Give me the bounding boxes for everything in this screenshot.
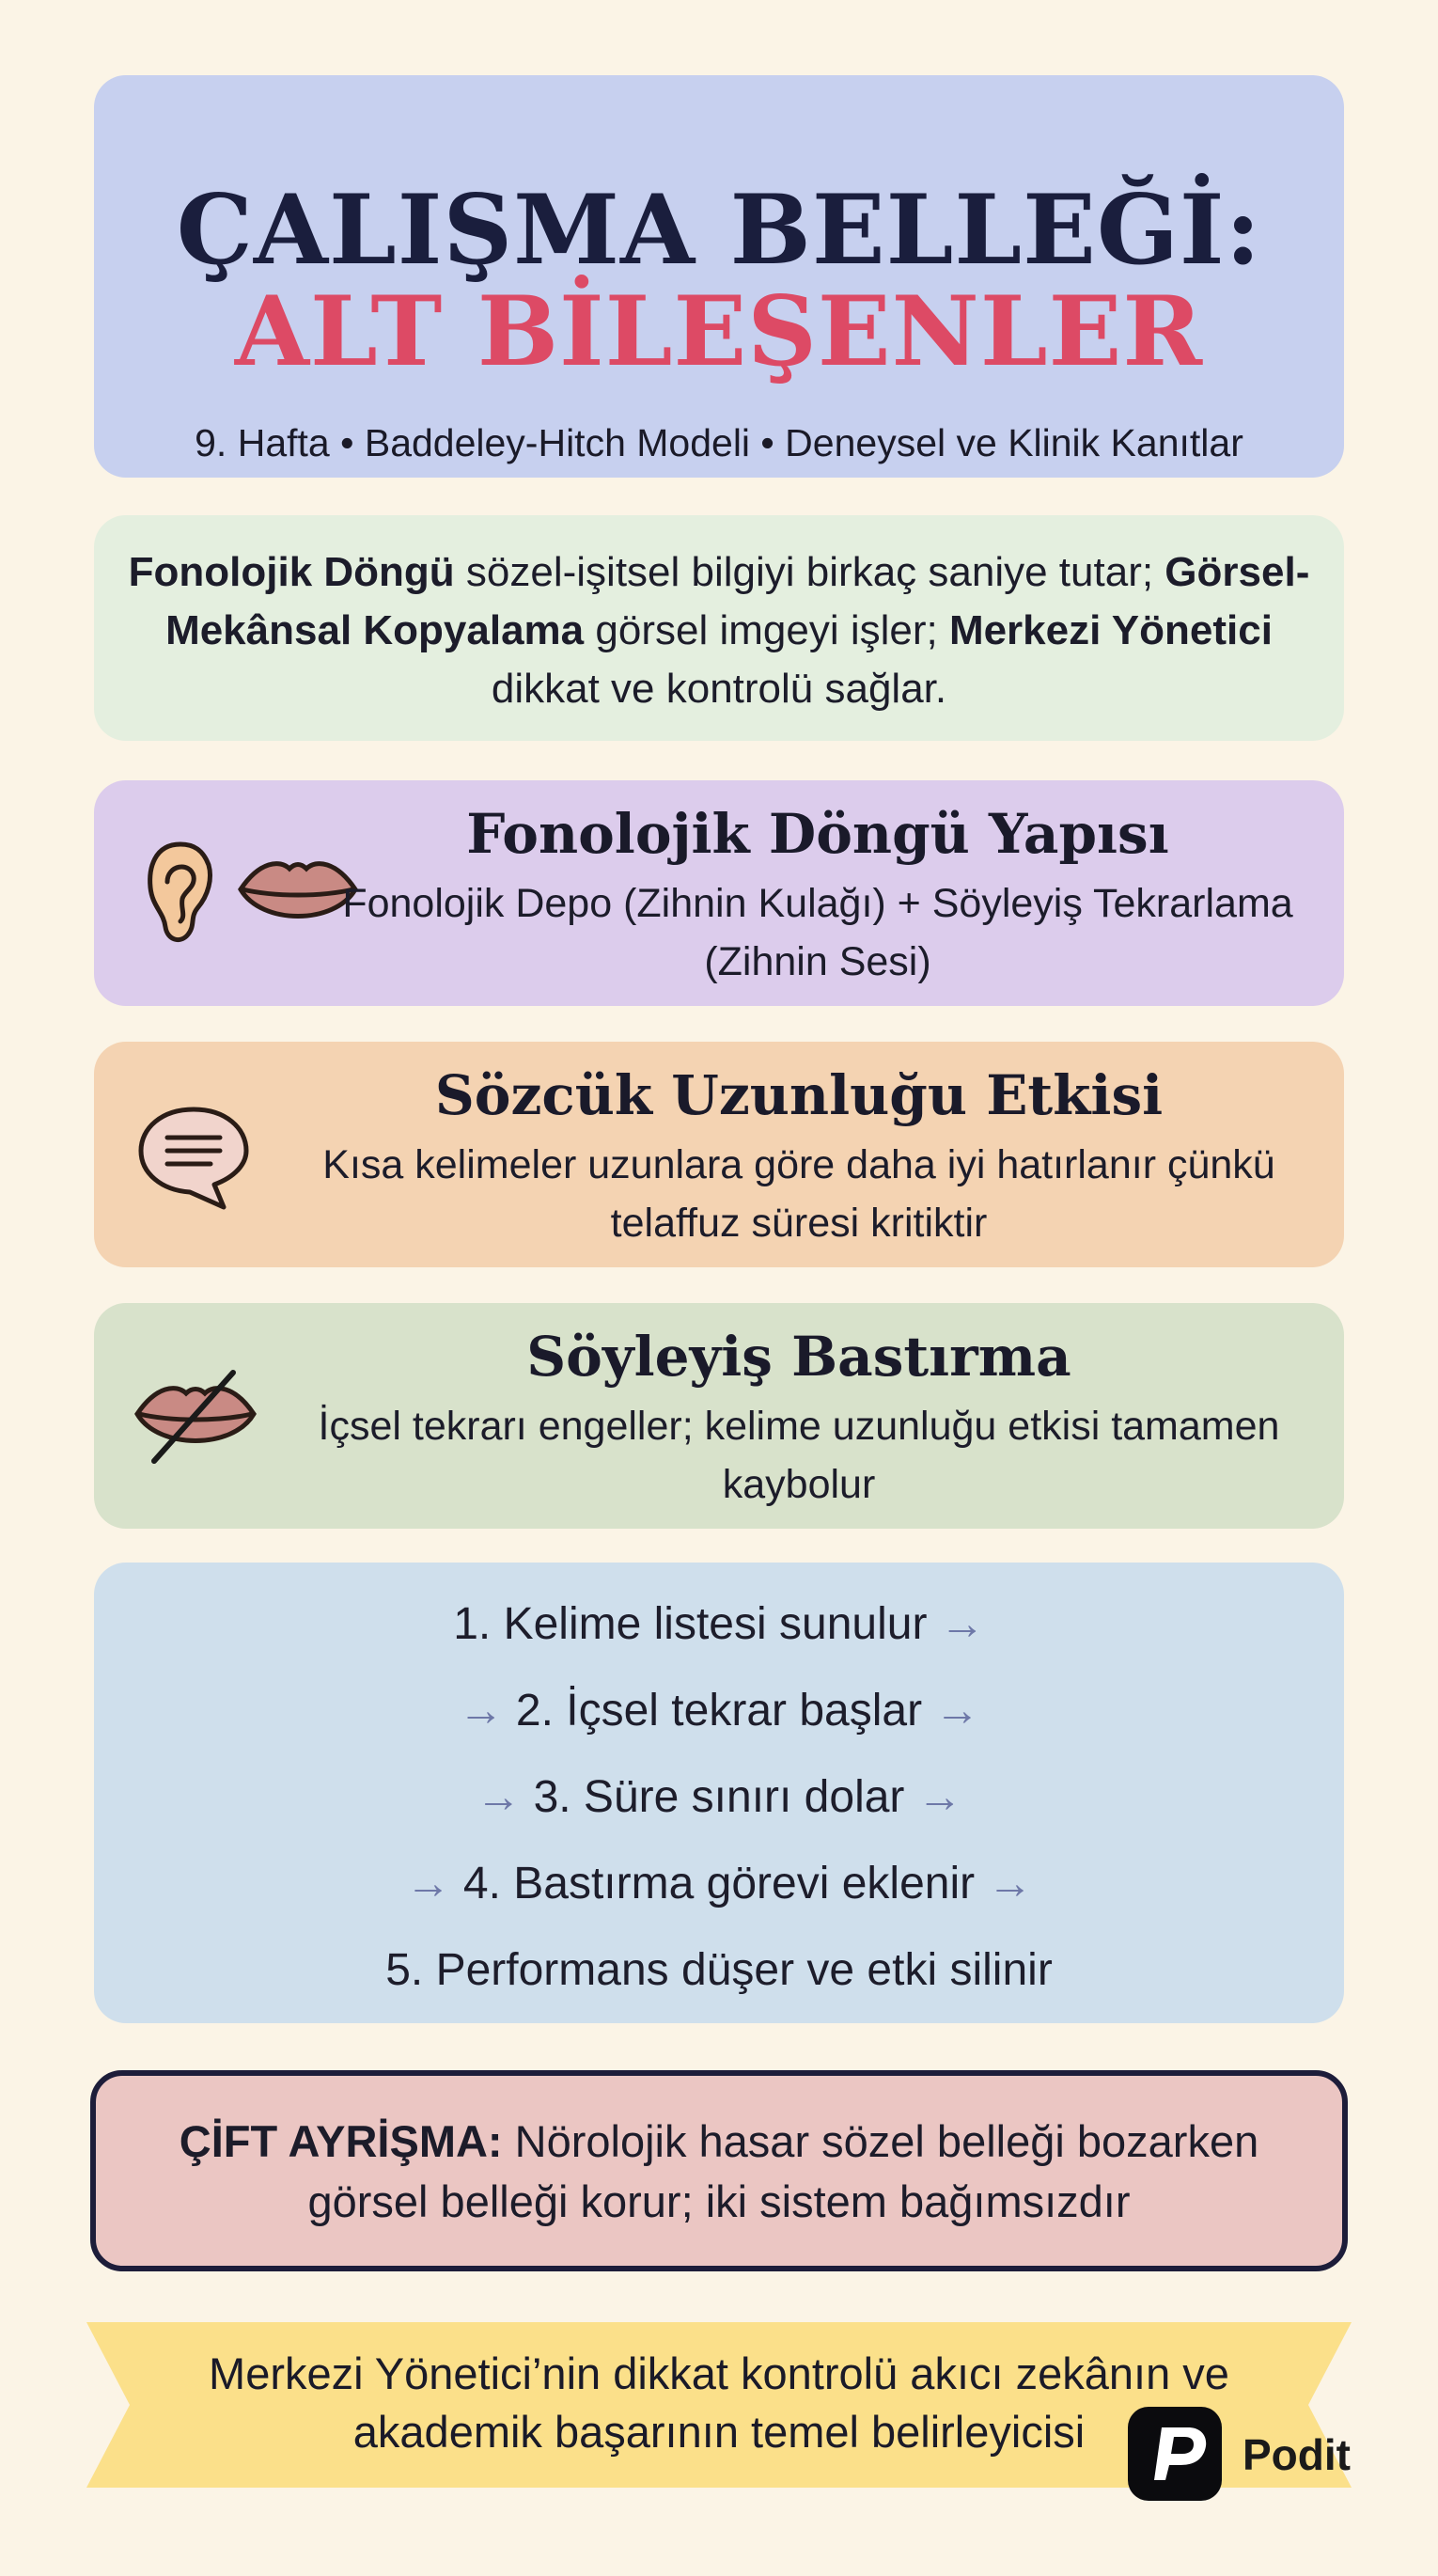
section-title: Söyleyiş Bastırma: [526, 1325, 1071, 1389]
articulatory-suppression-card: [94, 1303, 1344, 1529]
summary-text-3: dikkat ve kontrolü sağlar.: [491, 666, 947, 712]
brand: [1128, 2407, 1372, 2501]
arrow-right-icon: →: [405, 1859, 451, 1908]
step-item: → 2. İçsel tekrar başlar →: [458, 1686, 980, 1736]
section-description: İçsel tekrarı engeller; kelime uzunluğu etkisi tamamen kaybolur: [318, 1404, 1280, 1507]
word-length-effect-card: [94, 1042, 1344, 1267]
arrow-right-icon: →: [458, 1686, 504, 1736]
section-title: Sözcük Uzunluğu Etkisi: [434, 1063, 1164, 1127]
arrow-right-icon: →: [476, 1772, 522, 1822]
step-item: 1. Kelime listesi sunulur →: [453, 1599, 985, 1649]
arrow-right-icon: →: [934, 1686, 980, 1736]
summary-card: [94, 515, 1344, 741]
summary-text: [122, 543, 1316, 718]
section-description: Fonolojik Depo (Zihnin Kulağı) + Söyleyiş Tekrarlama (Zihnin Sesi): [342, 881, 1293, 984]
summary-text-2: görsel imgeyi işler;: [584, 607, 949, 653]
steps-card: [94, 1563, 1344, 2023]
title-card: [94, 75, 1344, 478]
step-item: → 4. Bastırma görevi eklenir →: [405, 1859, 1033, 1908]
page-title-accent: ALT BİLEŞENLER: [234, 275, 1204, 388]
section-title: Fonolojik Döngü Yapısı: [466, 802, 1169, 866]
speech-bubble-icon: [133, 1102, 256, 1217]
double-dissociation-card: [90, 2070, 1348, 2271]
summary-text-1: sözel-işitsel bilgiyi birkaç saniye tutar;: [454, 549, 1165, 595]
double-dissociation-text: ÇİFT AYRİŞMA: Nörolojik hasar sözel belleği bozarken görsel belleği korur; iki sistem bağımsızdır: [179, 2116, 1259, 2226]
arrow-right-icon: →: [939, 1599, 985, 1649]
section-description: Kısa kelimeler uzunlara göre daha iyi hatırlanır çünkü telaffuz süresi kritiktir: [322, 1142, 1275, 1246]
arrow-right-icon: →: [916, 1772, 962, 1822]
ear-icon: [143, 837, 218, 954]
page-title: ÇALIŞMA BELLEĞİ:: [176, 174, 1262, 287]
crossed-lips-icon: [130, 1365, 261, 1473]
arrow-right-icon: →: [987, 1859, 1033, 1908]
summary-term-2: Görsel-Mekânsal Kopyalama: [165, 549, 1310, 653]
summary-term-3: Merkezi Yönetici: [948, 607, 1273, 653]
podit-logo-icon: [1128, 2407, 1222, 2501]
page-subtitle: 9. Hafta • Baddeley-Hitch Modeli • Deneysel ve Klinik Kanıtlar: [195, 421, 1243, 464]
brand-name: Podit: [1243, 2430, 1351, 2479]
summary-term-1: Fonolojik Döngü: [128, 549, 455, 595]
phonological-loop-card: [94, 780, 1344, 1006]
step-item: 5. Performans düşer ve etki silinir: [385, 1945, 1053, 1995]
step-item: → 3. Süre sınırı dolar →: [476, 1772, 962, 1822]
double-dissociation-label: ÇİFT AYRİŞMA:: [179, 2116, 503, 2166]
footer-text: Merkezi Yönetici’nin dikkat kontrolü akıcı zekânın ve akademik başarının temel belirleyicisi: [209, 2348, 1229, 2457]
